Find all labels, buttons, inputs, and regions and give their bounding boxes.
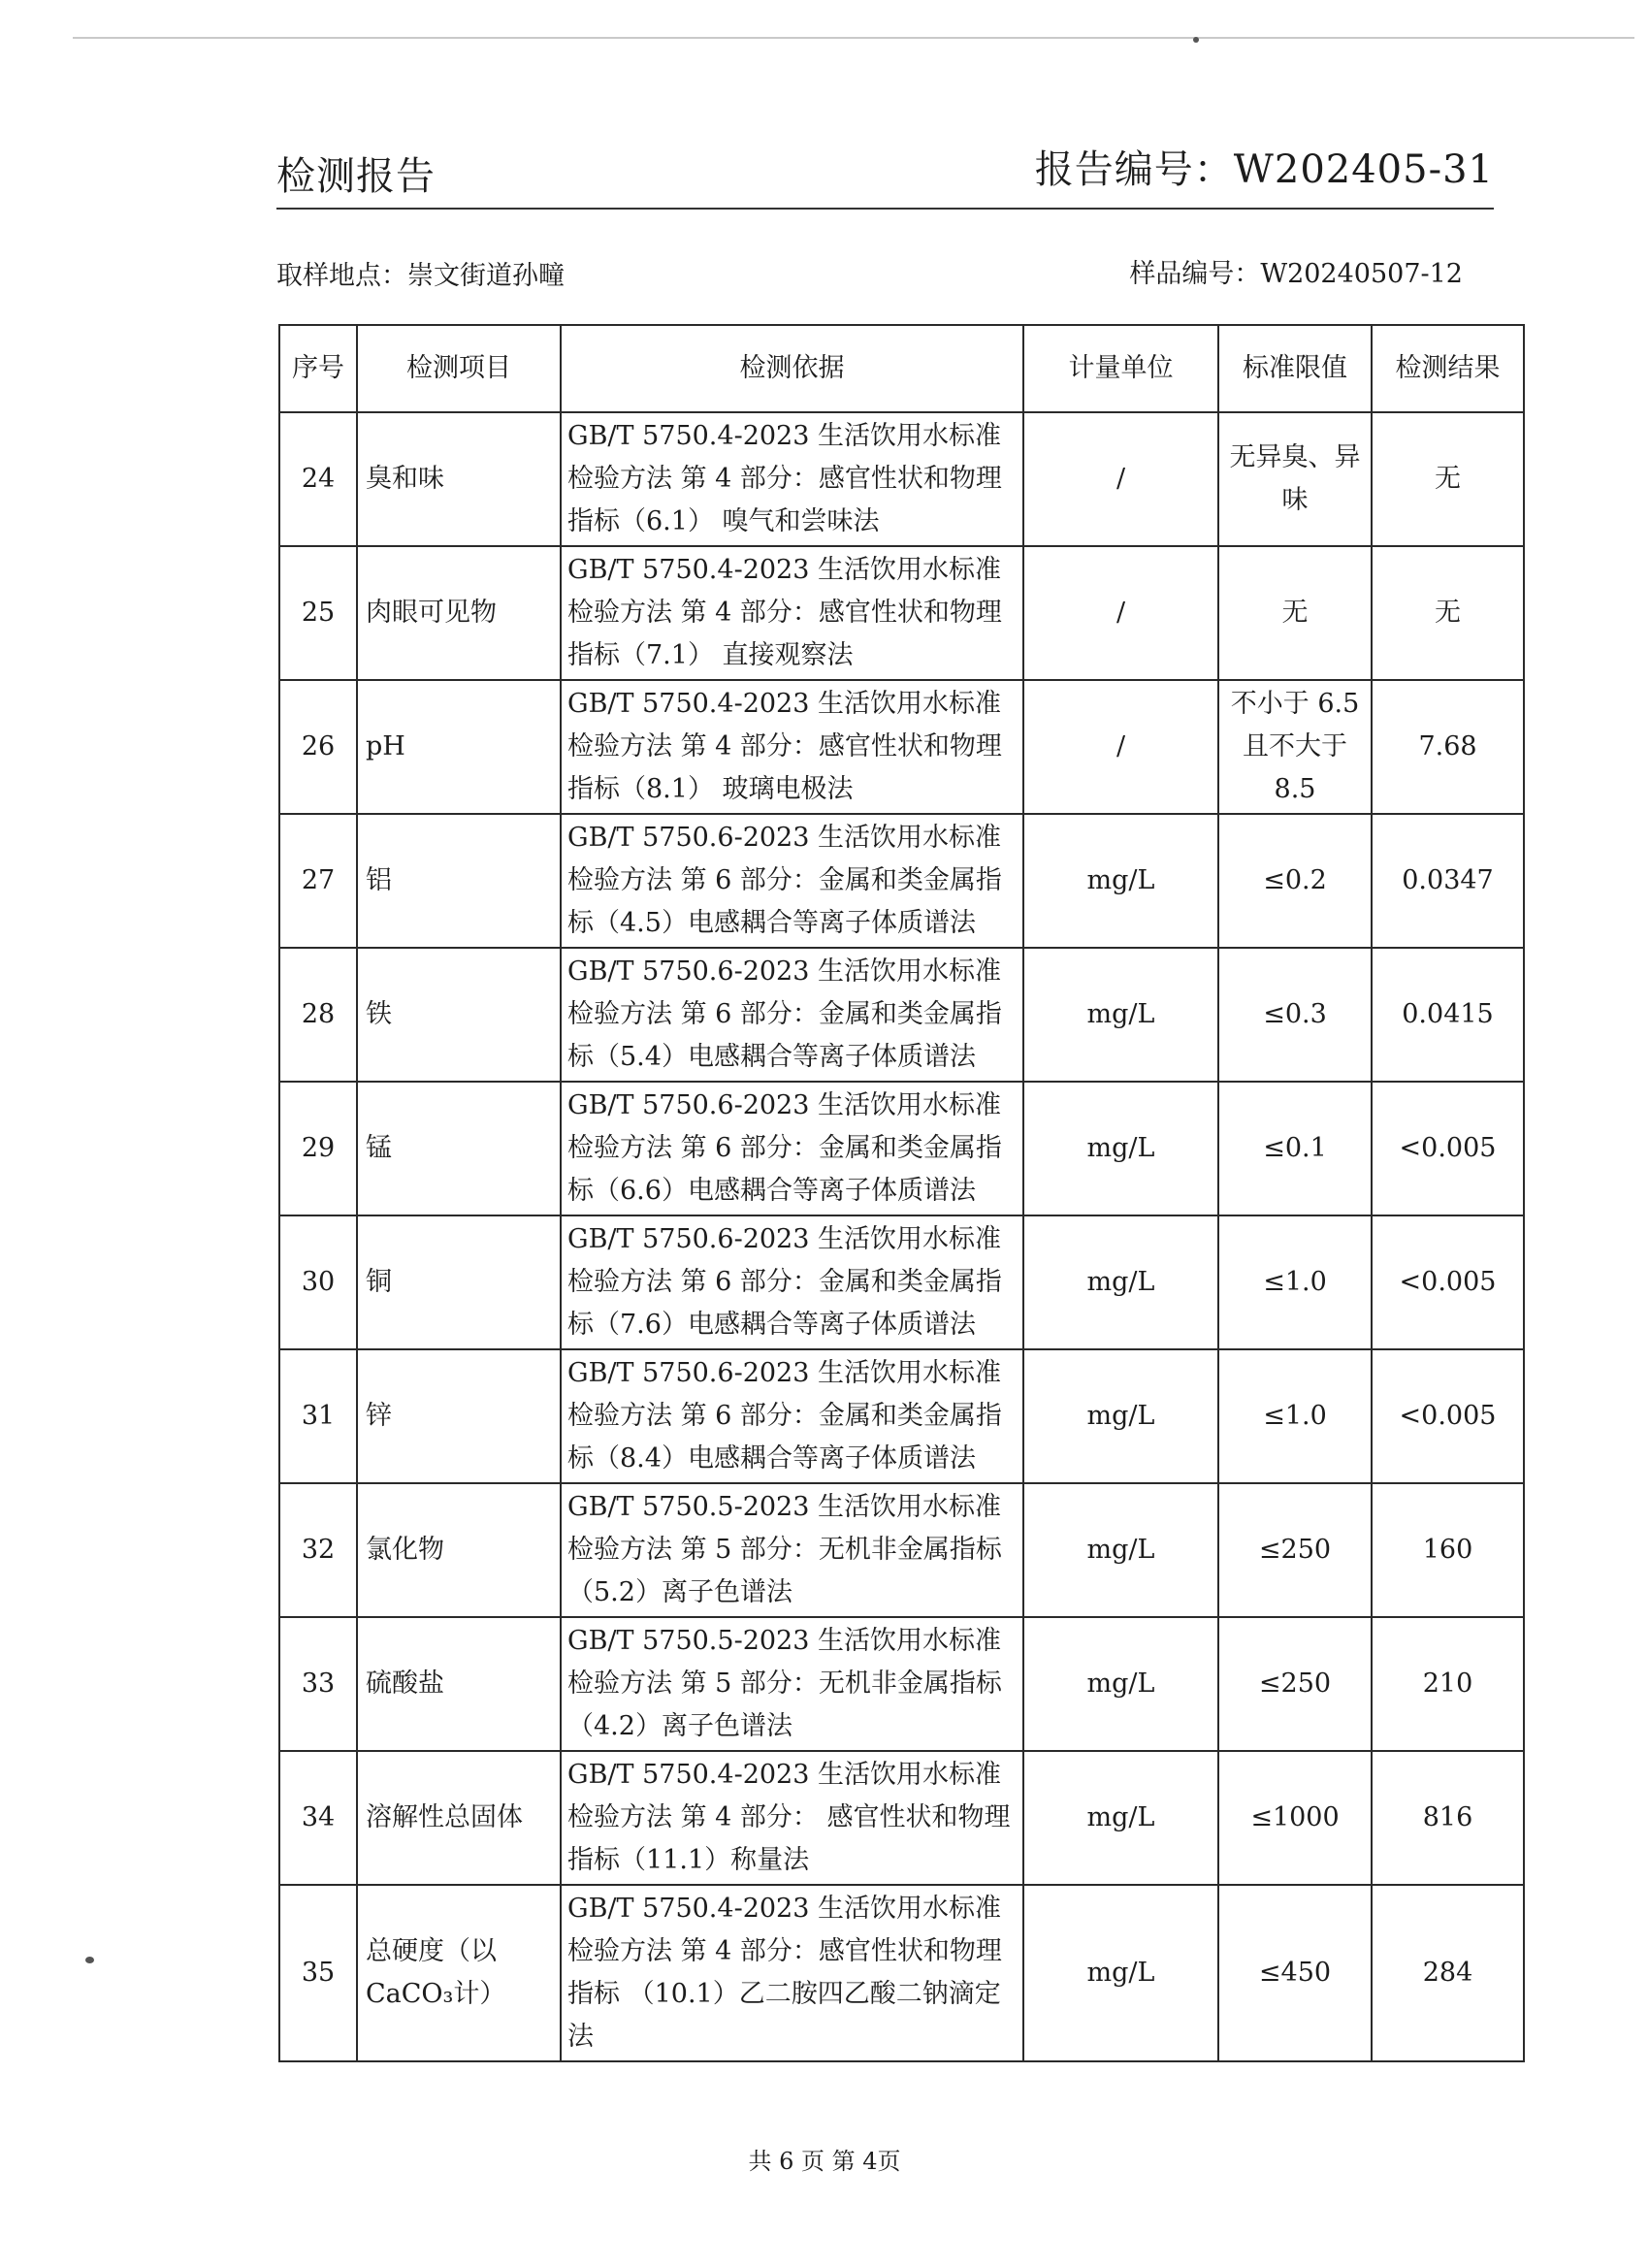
row-limit: ≤0.2 <box>1218 814 1372 948</box>
row-unit: mg/L <box>1023 1885 1218 2061</box>
row-result: 210 <box>1372 1617 1524 1751</box>
row-limit: 不小于 6.5 且不大于 8.5 <box>1218 680 1372 814</box>
row-result: 7.68 <box>1372 680 1524 814</box>
row-item: 硫酸盐 <box>357 1617 561 1751</box>
row-limit: 无 <box>1218 546 1372 680</box>
row-limit: ≤250 <box>1218 1617 1372 1751</box>
row-result: 284 <box>1372 1885 1524 2061</box>
table-row <box>279 1215 1524 1349</box>
table-row <box>279 1349 1524 1483</box>
row-no: 35 <box>279 1885 357 2061</box>
col-header-unit: 计量单位 <box>1023 325 1218 412</box>
row-basis: GB/T 5750.4-2023 生活饮用水标准检验方法 第 4 部分：感官性状和物理指标（8.1） 玻璃电极法 <box>561 680 1023 814</box>
table-row <box>279 814 1524 948</box>
row-limit: ≤450 <box>1218 1885 1372 2061</box>
row-limit: ≤250 <box>1218 1483 1372 1617</box>
row-unit: / <box>1023 680 1218 814</box>
results-table <box>278 324 1525 2062</box>
row-no: 27 <box>279 814 357 948</box>
row-basis: GB/T 5750.6-2023 生活饮用水标准检验方法 第 6 部分：金属和类金属指标（8.4）电感耦合等离子体质谱法 <box>561 1349 1023 1483</box>
scan-edge-line <box>73 37 1634 39</box>
row-unit: mg/L <box>1023 1483 1218 1617</box>
row-item: 铝 <box>357 814 561 948</box>
row-basis: GB/T 5750.6-2023 生活饮用水标准检验方法 第 6 部分：金属和类金属指标（7.6）电感耦合等离子体质谱法 <box>561 1215 1023 1349</box>
table-header-row <box>279 325 1524 412</box>
row-item: 臭和味 <box>357 412 561 546</box>
row-item: 铁 <box>357 948 561 1082</box>
col-header-limit: 标准限值 <box>1218 325 1372 412</box>
row-limit: ≤0.3 <box>1218 948 1372 1082</box>
table-row <box>279 1483 1524 1617</box>
table-row <box>279 546 1524 680</box>
row-no: 32 <box>279 1483 357 1617</box>
sample-number: 样品编号：W20240507-12 <box>1129 259 1463 289</box>
row-unit: mg/L <box>1023 1751 1218 1885</box>
scan-speck <box>85 1957 94 1963</box>
row-result: 160 <box>1372 1483 1524 1617</box>
sampling-location: 取样地点：崇文街道孙疃 <box>276 261 565 291</box>
row-no: 26 <box>279 680 357 814</box>
row-basis: GB/T 5750.6-2023 生活饮用水标准检验方法 第 6 部分：金属和类金属指标（4.5）电感耦合等离子体质谱法 <box>561 814 1023 948</box>
row-result: 816 <box>1372 1751 1524 1885</box>
header-divider <box>276 208 1494 210</box>
col-header-result: 检测结果 <box>1372 325 1524 412</box>
row-no: 28 <box>279 948 357 1082</box>
row-result: 0.0415 <box>1372 948 1524 1082</box>
row-unit: / <box>1023 412 1218 546</box>
row-unit: mg/L <box>1023 1349 1218 1483</box>
row-unit: mg/L <box>1023 1082 1218 1215</box>
table-row <box>279 1617 1524 1751</box>
row-limit: ≤1.0 <box>1218 1349 1372 1483</box>
table-row <box>279 412 1524 546</box>
table-row <box>279 680 1524 814</box>
row-limit: ≤1000 <box>1218 1751 1372 1885</box>
row-basis: GB/T 5750.5-2023 生活饮用水标准检验方法 第 5 部分：无机非金属指标（5.2）离子色谱法 <box>561 1483 1023 1617</box>
row-unit: / <box>1023 546 1218 680</box>
row-basis: GB/T 5750.4-2023 生活饮用水标准检验方法 第 4 部分：感官性状和物理指标（6.1） 嗅气和尝味法 <box>561 412 1023 546</box>
col-header-item: 检测项目 <box>357 325 561 412</box>
row-basis: GB/T 5750.4-2023 生活饮用水标准检验方法 第 4 部分： 感官性状和物理指标（11.1）称量法 <box>561 1751 1023 1885</box>
table-row <box>279 1885 1524 2061</box>
row-basis: GB/T 5750.5-2023 生活饮用水标准检验方法 第 5 部分：无机非金属指标（4.2）离子色谱法 <box>561 1617 1023 1751</box>
row-no: 34 <box>279 1751 357 1885</box>
row-no: 24 <box>279 412 357 546</box>
row-basis: GB/T 5750.4-2023 生活饮用水标准检验方法 第 4 部分：感官性状和物理指标（7.1） 直接观察法 <box>561 546 1023 680</box>
row-unit: mg/L <box>1023 1617 1218 1751</box>
row-item: 锌 <box>357 1349 561 1483</box>
row-item: 肉眼可见物 <box>357 546 561 680</box>
scan-speck <box>1193 37 1199 43</box>
row-result: 无 <box>1372 546 1524 680</box>
page-footer: 共 6 页 第 4页 <box>748 2148 901 2175</box>
table-row <box>279 948 1524 1082</box>
col-header-no: 序号 <box>279 325 357 412</box>
row-basis: GB/T 5750.4-2023 生活饮用水标准检验方法 第 4 部分：感官性状和物理指标 （10.1）乙二胺四乙酸二钠滴定法 <box>561 1885 1023 2061</box>
row-no: 33 <box>279 1617 357 1751</box>
row-no: 30 <box>279 1215 357 1349</box>
row-no: 29 <box>279 1082 357 1215</box>
table-row <box>279 1751 1524 1885</box>
report-number: 报告编号：W202405-31 <box>1034 147 1494 192</box>
row-no: 25 <box>279 546 357 680</box>
report-title: 检测报告 <box>276 154 436 199</box>
row-result: <0.005 <box>1372 1215 1524 1349</box>
row-item: 氯化物 <box>357 1483 561 1617</box>
row-basis: GB/T 5750.6-2023 生活饮用水标准检验方法 第 6 部分：金属和类金属指标（5.4）电感耦合等离子体质谱法 <box>561 948 1023 1082</box>
row-limit: ≤0.1 <box>1218 1082 1372 1215</box>
row-item: 溶解性总固体 <box>357 1751 561 1885</box>
row-item: 铜 <box>357 1215 561 1349</box>
row-result: 0.0347 <box>1372 814 1524 948</box>
row-unit: mg/L <box>1023 948 1218 1082</box>
row-item: pH <box>357 680 561 814</box>
row-result: 无 <box>1372 412 1524 546</box>
row-basis: GB/T 5750.6-2023 生活饮用水标准检验方法 第 6 部分：金属和类金属指标（6.6）电感耦合等离子体质谱法 <box>561 1082 1023 1215</box>
table-row <box>279 1082 1524 1215</box>
row-limit: 无异臭、异味 <box>1218 412 1372 546</box>
row-no: 31 <box>279 1349 357 1483</box>
row-result: <0.005 <box>1372 1082 1524 1215</box>
row-limit: ≤1.0 <box>1218 1215 1372 1349</box>
row-unit: mg/L <box>1023 1215 1218 1349</box>
row-result: <0.005 <box>1372 1349 1524 1483</box>
row-item: 锰 <box>357 1082 561 1215</box>
col-header-basis: 检测依据 <box>561 325 1023 412</box>
row-item: 总硬度（以 CaCO₃计） <box>357 1885 561 2061</box>
row-unit: mg/L <box>1023 814 1218 948</box>
